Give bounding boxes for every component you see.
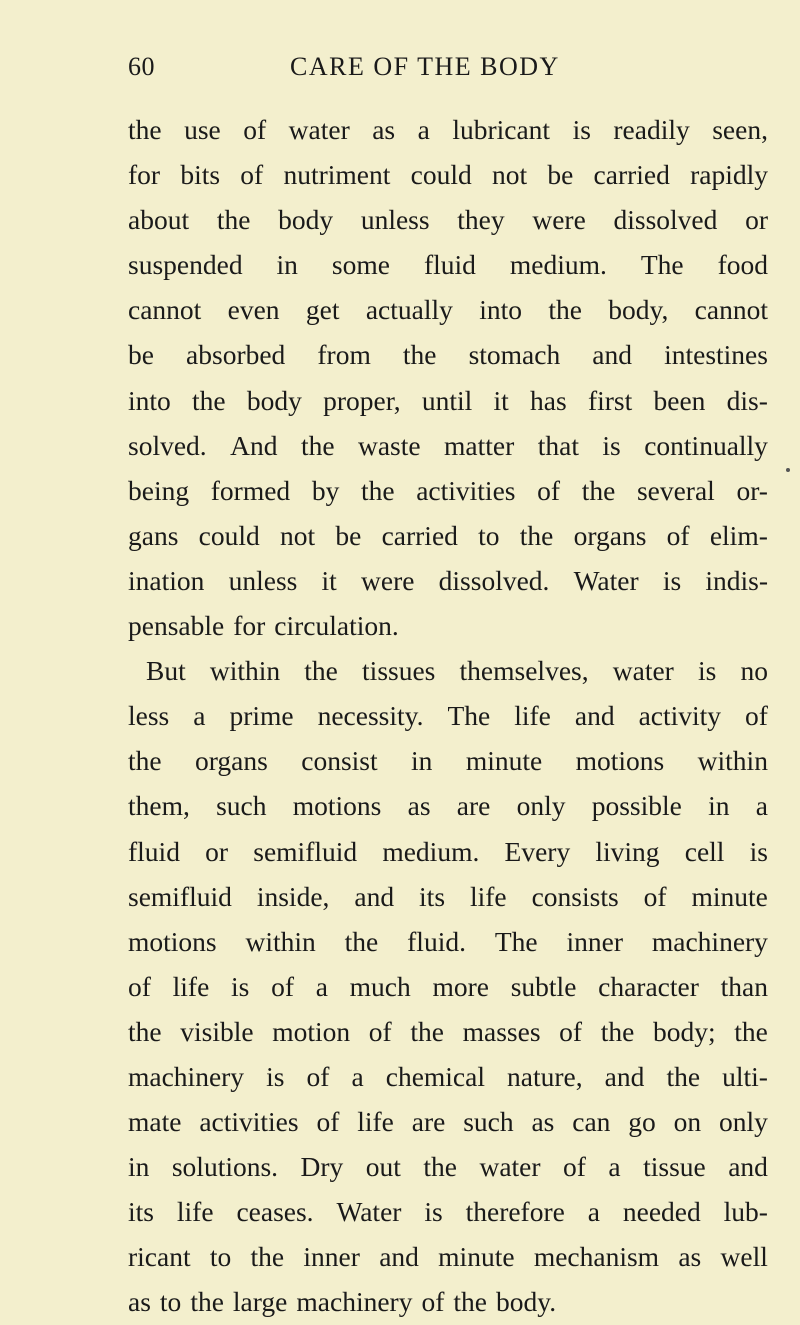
- text-line: them, such motions as are only possible in a: [128, 790, 768, 822]
- text-line: pensable for circulation.: [128, 610, 399, 642]
- running-title: CARE OF THE BODY: [290, 52, 560, 81]
- text-line: motions within the fluid. The inner machinery: [128, 925, 768, 957]
- text-line: into the body proper, until it has first been dis-: [128, 384, 768, 416]
- text-line: its life ceases. Water is therefore a needed lub-: [128, 1196, 768, 1228]
- text-line: ination unless it were dissolved. Water is indis-: [128, 564, 768, 596]
- text-line: But within the tissues themselves, water is no: [146, 655, 768, 687]
- text-line: semifluid inside, and its life consists of minute: [128, 880, 768, 912]
- text-line: be absorbed from the stomach and intestines: [128, 339, 768, 371]
- text-line: suspended in some fluid medium. The food: [128, 249, 768, 281]
- text-line: less a prime necessity. The life and activity of: [128, 700, 768, 732]
- print-speck: [786, 468, 790, 472]
- text-line: in solutions. Dry out the water of a tissue and: [128, 1151, 768, 1183]
- text-line: ricant to the inner and minute mechanism as well: [128, 1241, 768, 1273]
- body-text: [128, 107, 768, 1325]
- text-line: machinery is of a chemical nature, and the ulti-: [128, 1060, 768, 1092]
- text-line: for bits of nutriment could not be carried rapidly: [128, 159, 768, 191]
- text-line: as to the large machinery of the body.: [128, 1286, 557, 1318]
- page-number: 60: [128, 52, 155, 81]
- text-line: the use of water as a lubricant is readily seen,: [128, 114, 768, 145]
- text-line: cannot even get actually into the body, cannot: [128, 294, 768, 326]
- text-line: solved. And the waste matter that is continually: [128, 429, 768, 461]
- text-line: mate activities of life are such as can go on only: [128, 1106, 768, 1138]
- text-line: of life is of a much more subtle character than: [128, 970, 768, 1002]
- text-line: the organs consist in minute motions within: [128, 745, 768, 777]
- text-line: about the body unless they were dissolved or: [128, 204, 768, 236]
- running-head: [128, 52, 768, 92]
- text-line: gans could not be carried to the organs of elim-: [128, 519, 768, 551]
- text-line: fluid or semifluid medium. Every living cell is: [128, 835, 768, 867]
- text-line: the visible motion of the masses of the body; the: [128, 1015, 768, 1047]
- text-line: being formed by the activities of the several or-: [128, 474, 768, 506]
